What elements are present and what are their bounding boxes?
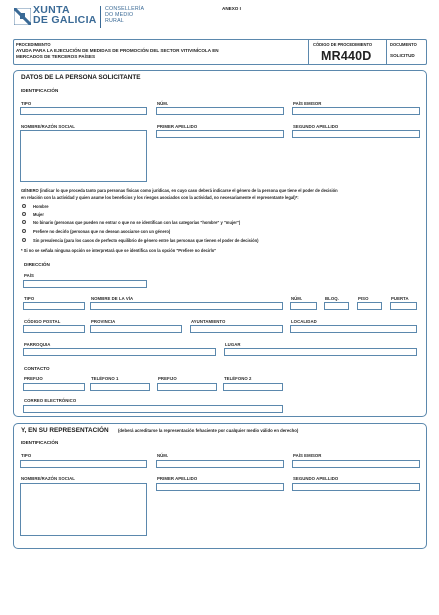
documento-value: SOLICITUD bbox=[390, 53, 415, 58]
bloq-label: BLOQ. bbox=[325, 296, 339, 301]
ayuntamiento-field[interactable] bbox=[190, 325, 283, 333]
header-divider bbox=[308, 39, 309, 65]
nombre-via-label: NOMBRE DE LA VÍA bbox=[91, 296, 134, 301]
num-label: NÚM. bbox=[157, 101, 169, 106]
prefijo1-field[interactable] bbox=[23, 383, 85, 391]
logo-divider bbox=[100, 6, 101, 28]
lugar-label: LUGAR bbox=[225, 342, 241, 347]
nombre-label: NOMBRE/RAZÓN SOCIAL bbox=[21, 476, 75, 481]
num-via-label: NÚM. bbox=[291, 296, 303, 301]
rep-tipo-field[interactable] bbox=[20, 460, 147, 468]
rep-primer-apellido-field[interactable] bbox=[156, 483, 284, 491]
rep-num-field[interactable] bbox=[156, 460, 284, 468]
radio-label: Sin prevalencia (para los casos de perfecto equilibrio de género entre las personas que tienen el poder de decisión) bbox=[33, 238, 259, 243]
tipo-via-field[interactable] bbox=[23, 302, 85, 310]
lugar-field[interactable] bbox=[224, 348, 417, 356]
puerta-label: PUERTA bbox=[391, 296, 409, 301]
provincia-field[interactable] bbox=[90, 325, 182, 333]
num-field[interactable] bbox=[156, 107, 284, 115]
radio-label: No binario (personas que pueden no entrar o que no se identifican con las categorías "hombre" y "mujer") bbox=[33, 220, 241, 225]
pais-emisor-field[interactable] bbox=[292, 107, 420, 115]
header-divider bbox=[386, 39, 387, 65]
radio-label: Mujer bbox=[33, 212, 44, 217]
parroquia-field[interactable] bbox=[23, 348, 216, 356]
bloq-field[interactable] bbox=[324, 302, 349, 310]
tipo-label: TIPO bbox=[21, 453, 32, 458]
procedimiento-label: PROCEDIMIENTO bbox=[16, 42, 51, 47]
primer-apellido-label: PRIMER APELLIDO bbox=[157, 476, 198, 481]
telefono1-label: TELÉFONO 1 bbox=[91, 376, 119, 381]
procedimiento-text: AYUDA PARA LA EJECUCIÓN DE MEDIDAS DE PROMOCIÓN DEL SECTOR VITIVINÍCOLA EN bbox=[16, 48, 219, 53]
piso-field[interactable] bbox=[357, 302, 382, 310]
segundo-apellido-label: SEGUNDO APELLIDO bbox=[293, 124, 339, 129]
tipo-field[interactable] bbox=[20, 107, 147, 115]
correo-field[interactable] bbox=[23, 405, 283, 413]
cp-field[interactable] bbox=[23, 325, 85, 333]
prefijo2-label: PREFIJO bbox=[158, 376, 177, 381]
solicitante-section bbox=[13, 70, 427, 417]
nombre-via-field[interactable] bbox=[90, 302, 283, 310]
xunta-flag-icon bbox=[14, 8, 31, 25]
primer-apellido-field[interactable] bbox=[156, 130, 284, 138]
section-title-note: (deberá acreditarse la representación fehaciente por cualquier medio válido en derecho) bbox=[118, 428, 299, 433]
genero-text: en relación con la actividad y quien asume los beneficios y los riesgos asociados con la actividad, no necesariamente el representante legal)*: bbox=[21, 195, 299, 200]
cp-label: CÓDIGO POSTAL bbox=[24, 319, 61, 324]
primer-apellido-label: PRIMER APELLIDO bbox=[157, 124, 198, 129]
localidad-field[interactable] bbox=[290, 325, 417, 333]
provincia-label: PROVINCIA bbox=[91, 319, 116, 324]
rep-pais-emisor-field[interactable] bbox=[292, 460, 420, 468]
tipo-via-label: TIPO bbox=[24, 296, 35, 301]
telefono2-field[interactable] bbox=[223, 383, 283, 391]
radio-label: Prefiere no decirlo (personas que no desean asociarse con un género) bbox=[33, 229, 171, 234]
codigo-value: MR440D bbox=[321, 49, 372, 63]
piso-label: PISO bbox=[358, 296, 369, 301]
pais-field[interactable] bbox=[23, 280, 147, 288]
correo-label: CORREO ELECTRÓNICO bbox=[24, 398, 77, 403]
telefono2-label: TELÉFONO 2 bbox=[224, 376, 252, 381]
rep-segundo-apellido-field[interactable] bbox=[292, 483, 420, 491]
genero-note: * Si no se señala ninguna opción se interpretará que se identifica con la opción "Prefiere no decirlo" bbox=[21, 248, 217, 253]
nombre-label: NOMBRE/RAZÓN SOCIAL bbox=[21, 124, 75, 129]
identificacion-heading: IDENTIFICACIÓN bbox=[21, 440, 59, 445]
pais-emisor-label: PAÍS EMISOR bbox=[293, 101, 322, 106]
rep-nombre-field[interactable] bbox=[20, 483, 147, 536]
codigo-label: CÓDIGO DE PROCEDIMIENTO bbox=[313, 42, 373, 47]
puerta-field[interactable] bbox=[390, 302, 417, 310]
tipo-label: TIPO bbox=[21, 101, 32, 106]
documento-label: DOCUMENTO bbox=[390, 42, 417, 47]
segundo-apellido-label: SEGUNDO APELLIDO bbox=[293, 476, 339, 481]
consellaria-text: CONSELLERÍA DO MEDIO RURAL bbox=[105, 6, 145, 24]
anexo-label: ANEXO I bbox=[222, 6, 241, 11]
genero-text: GÉNERO (indicar lo que proceda tanto para personas físicas como jurídicas, en cuyo caso deberá indicarse el género de la persona que tiene el poder de decisión bbox=[21, 188, 338, 193]
num-label: NÚM. bbox=[157, 453, 169, 458]
contacto-heading: CONTACTO bbox=[24, 366, 50, 371]
telefono1-field[interactable] bbox=[90, 383, 150, 391]
identificacion-heading: IDENTIFICACIÓN bbox=[21, 88, 59, 93]
num-via-field[interactable] bbox=[290, 302, 317, 310]
section-title: DATOS DE LA PERSONA SOLICITANTE bbox=[21, 74, 141, 81]
localidad-label: LOCALIDAD bbox=[291, 319, 317, 324]
section-title: Y, EN SU REPRESENTACIÓN bbox=[21, 427, 109, 434]
parroquia-label: PARROQUIA bbox=[24, 342, 51, 347]
pais-label: PAÍS bbox=[24, 273, 34, 278]
radio-label: Hombre bbox=[33, 204, 49, 209]
xunta-logo-text: XUNTA DE GALICIA bbox=[33, 4, 97, 26]
prefijo2-field[interactable] bbox=[157, 383, 217, 391]
direccion-heading: DIRECCIÓN bbox=[24, 262, 50, 267]
pais-emisor-label: PAÍS EMISOR bbox=[293, 453, 322, 458]
ayuntamiento-label: AYUNTAMIENTO bbox=[191, 319, 226, 324]
procedimiento-text: MERCADOS DE TERCEROS PAÍSES bbox=[16, 54, 96, 59]
segundo-apellido-field[interactable] bbox=[292, 130, 420, 138]
nombre-field[interactable] bbox=[20, 130, 147, 182]
prefijo1-label: PREFIJO bbox=[24, 376, 43, 381]
